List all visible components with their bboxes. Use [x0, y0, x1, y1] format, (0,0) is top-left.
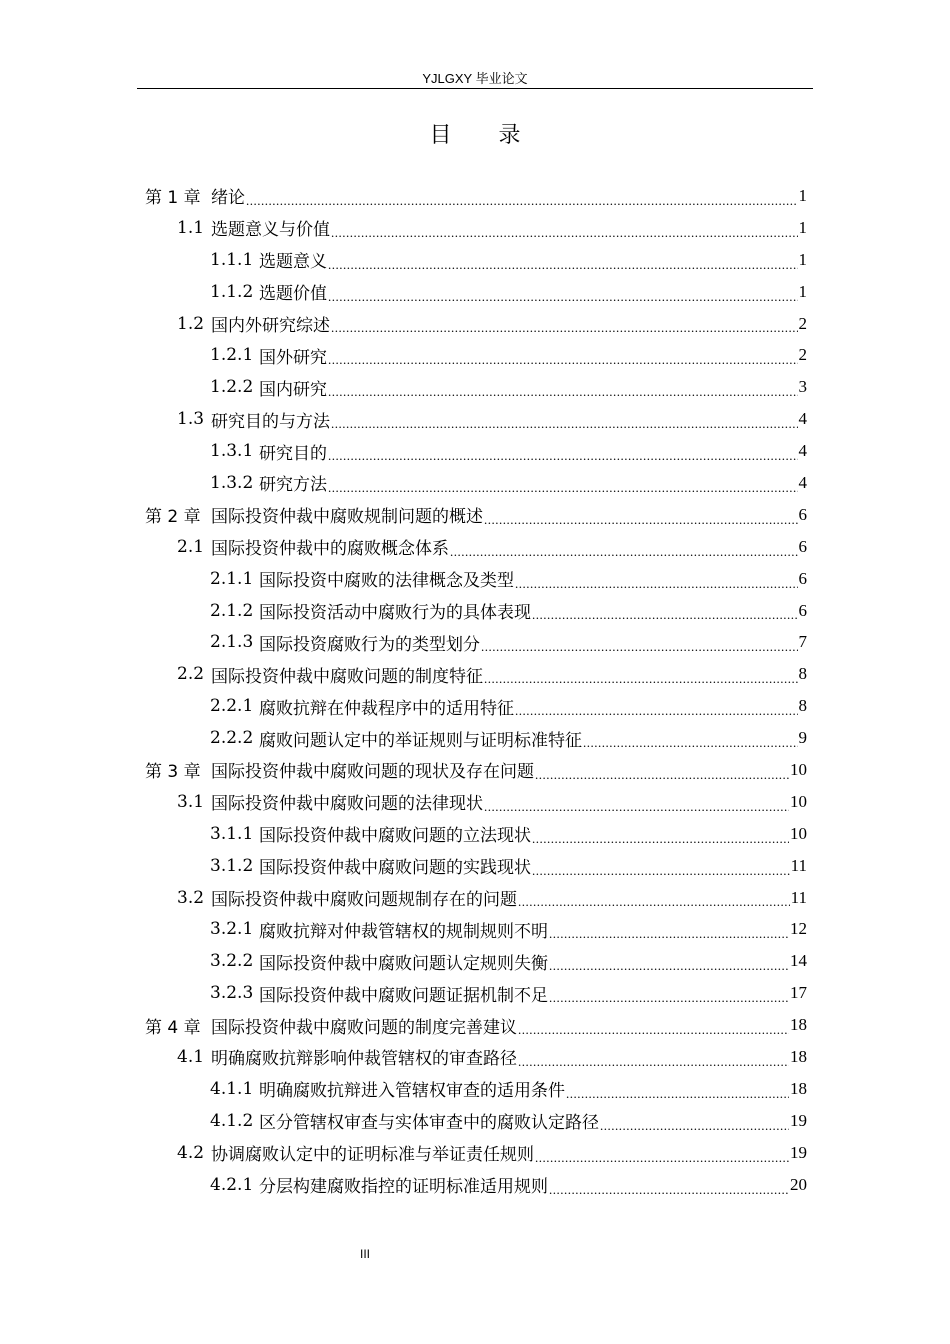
toc-entry[interactable]	[145, 180, 807, 212]
toc-entry-title: 国际投资仲裁中腐败问题的制度特征	[211, 666, 483, 687]
toc-dot-leader	[328, 351, 798, 371]
toc-entry-title: 国外研究	[259, 347, 327, 368]
toc-entry-page: 12	[790, 919, 807, 939]
header-divider	[137, 88, 813, 89]
toc-entry-number: 1.1.2	[210, 281, 254, 302]
toc-entry-title: 腐败抗辩对仲裁管辖权的规制规则不明	[259, 921, 548, 942]
toc-dot-leader	[484, 511, 798, 531]
toc-entry[interactable]	[145, 690, 807, 722]
toc-entry-page: 4	[798, 441, 807, 461]
toc-dot-leader	[549, 925, 789, 945]
toc-entry-page: 4	[798, 409, 807, 429]
toc-entry-number: 3.1	[177, 791, 205, 812]
toc-entry-title: 协调腐败认定中的证明标准与举证责任规则	[211, 1145, 534, 1166]
toc-entry-number: 1.1.1	[210, 249, 254, 270]
toc-entry-title: 国际投资腐败行为的类型划分	[259, 634, 480, 655]
toc-entry-title: 国际投资仲裁中腐败问题的实践现状	[259, 858, 531, 879]
toc-entry-title: 区分管辖权审查与实体审查中的腐败认定路径	[259, 1113, 599, 1134]
toc-entry-number: 第 2 章	[145, 507, 201, 528]
toc-entry-title: 选题价值	[259, 284, 327, 305]
toc-entry-number: 3.1.1	[210, 823, 254, 844]
toc-entry-title: 绪论	[211, 188, 245, 209]
toc-entry-number: 第 1 章	[145, 188, 201, 209]
toc-entry-page: 11	[790, 855, 807, 875]
toc-entry-title: 选题意义	[259, 252, 327, 273]
toc-entry-page: 4	[798, 472, 807, 492]
toc-entry-number: 4.1.2	[210, 1110, 254, 1131]
toc-entry-number: 第 3 章	[145, 762, 201, 783]
toc-entry-page: 19	[790, 1142, 807, 1162]
toc-entry[interactable]	[145, 722, 807, 754]
toc-entry-title: 研究目的	[259, 443, 327, 464]
toc-dot-leader	[535, 1149, 789, 1169]
toc-entry-number: 4.2.1	[210, 1174, 254, 1195]
toc-entry[interactable]	[145, 371, 807, 403]
toc-entry-page: 6	[798, 536, 807, 556]
toc-entry-number: 1.3.1	[210, 441, 254, 462]
toc-entry-number: 1.1	[177, 217, 205, 238]
toc-entry-number: 3.2.2	[210, 951, 254, 972]
toc-entry-number: 2.1.2	[210, 600, 254, 621]
toc-entry-page: 1	[798, 249, 807, 269]
toc-entry-page: 2	[798, 313, 807, 333]
toc-dot-leader	[328, 288, 798, 308]
toc-entry-title: 国际投资仲裁中腐败规制问题的概述	[211, 507, 483, 528]
toc-dot-leader	[518, 893, 790, 913]
toc-entry-number: 2.1.1	[210, 568, 254, 589]
toc-dot-leader	[532, 830, 789, 850]
toc-entry-title: 国际投资仲裁中的腐败概念体系	[211, 539, 449, 560]
toc-entry[interactable]	[145, 882, 807, 914]
toc-dot-leader	[450, 543, 798, 563]
toc-entry[interactable]	[145, 435, 807, 467]
toc-dot-leader	[246, 192, 798, 212]
toc-entry-number: 2.2.1	[210, 696, 254, 717]
toc-entry-page: 19	[790, 1110, 807, 1130]
toc-entry[interactable]	[145, 212, 807, 244]
toc-entry-page: 1	[798, 185, 807, 205]
toc-entry[interactable]	[145, 339, 807, 371]
toc-entry-page: 6	[798, 568, 807, 588]
toc-dot-leader	[566, 1085, 789, 1105]
toc-entry-page: 1	[798, 281, 807, 301]
toc-entry-number: 1.2.2	[210, 377, 254, 398]
toc-dot-leader	[328, 383, 798, 403]
toc-dot-leader	[532, 862, 790, 882]
toc-entry[interactable]	[145, 1073, 807, 1105]
toc-entry[interactable]	[145, 754, 807, 786]
toc-entry-title: 国内研究	[259, 379, 327, 400]
toc-entry-page: 18	[790, 1078, 807, 1098]
toc-dot-leader	[515, 702, 798, 722]
toc-entry-number: 4.1	[177, 1046, 205, 1067]
toc-entry-page: 10	[790, 791, 807, 811]
toc-entry-number: 1.2.1	[210, 345, 254, 366]
toc-entry-title: 研究目的与方法	[211, 411, 330, 432]
toc-dot-leader	[549, 1181, 789, 1201]
toc-dot-leader	[484, 670, 798, 690]
toc-entry-page: 8	[798, 664, 807, 684]
toc-entry-number: 2.2.2	[210, 728, 254, 749]
toc-entry-page: 14	[790, 951, 807, 971]
toc-entry-page: 9	[798, 728, 807, 748]
page-number: III	[359, 1247, 370, 1261]
toc-dot-leader	[481, 638, 798, 658]
toc-dot-leader	[331, 319, 798, 339]
toc-dot-leader	[549, 989, 789, 1009]
page-header: YJLGXY 毕业论文	[422, 71, 528, 86]
toc-entry-title: 国内外研究综述	[211, 316, 330, 336]
toc-entry[interactable]	[145, 595, 807, 627]
toc-entry-page: 10	[790, 823, 807, 843]
toc-entry-page: 18	[790, 1015, 807, 1035]
toc-dot-leader	[518, 1021, 789, 1041]
toc-entry-title: 国际投资仲裁中腐败问题的制度完善建议	[211, 1017, 517, 1038]
toc-entry-page: 1	[798, 217, 807, 237]
toc-entry-title: 国际投资中腐败的法律概念及类型	[259, 571, 514, 592]
toc-entry[interactable]	[145, 818, 807, 850]
toc-entry-number: 4.1.1	[210, 1078, 254, 1099]
toc-dot-leader	[600, 1117, 789, 1137]
toc-entry-number: 3.2.3	[210, 983, 254, 1004]
toc-entry-title: 明确腐败抗辩进入管辖权审查的适用条件	[259, 1081, 565, 1102]
toc-entry[interactable]	[145, 276, 807, 308]
toc-entry[interactable]	[145, 786, 807, 818]
toc-entry-number: 2.2	[177, 664, 205, 685]
toc-entry-page: 18	[790, 1046, 807, 1066]
toc-entry-number: 1.3	[177, 409, 205, 430]
toc-entry-page: 11	[790, 887, 807, 907]
toc-entry-number: 3.2.1	[210, 919, 254, 940]
toc-entry[interactable]	[145, 499, 807, 531]
toc-entry-title: 国际投资活动中腐败行为的具体表现	[259, 603, 531, 624]
toc-entry-title: 国际投资仲裁中腐败问题的现状及存在问题	[211, 762, 534, 783]
toc-entry[interactable]	[145, 308, 807, 340]
toc-entry[interactable]	[145, 563, 807, 595]
toc-entry-title: 选题意义与价值	[211, 220, 330, 241]
toc-dot-leader	[331, 224, 798, 244]
toc-entry-title: 分层构建腐败指控的证明标准适用规则	[259, 1177, 548, 1198]
toc-entry-page: 3	[798, 377, 807, 397]
toc-entry[interactable]	[145, 913, 807, 945]
toc-entry-page: 20	[790, 1174, 807, 1194]
toc-entry[interactable]	[145, 658, 807, 690]
toc-entry[interactable]	[145, 945, 807, 977]
toc-entry-title: 国际投资仲裁中腐败问题的立法现状	[259, 826, 531, 847]
toc-entry-title: 明确腐败抗辩影响仲裁管辖权的审查路径	[211, 1049, 517, 1070]
toc-entry[interactable]	[145, 403, 807, 435]
toc-entry[interactable]	[145, 626, 807, 658]
toc-entry[interactable]	[145, 1137, 807, 1169]
toc-entry-title: 国际投资仲裁中腐败问题规制存在的问题	[211, 890, 517, 911]
toc-dot-leader	[328, 447, 798, 467]
toc-entry[interactable]	[145, 467, 807, 499]
toc-entry-page: 17	[790, 983, 807, 1003]
toc-dot-leader	[484, 798, 789, 818]
toc-entry-number: 4.2	[177, 1142, 205, 1163]
toc-dot-leader	[328, 479, 798, 499]
toc-entry-page: 10	[790, 759, 807, 779]
toc-entry-title: 腐败抗辩在仲裁程序中的适用特征	[259, 698, 514, 719]
toc-entry[interactable]	[145, 1105, 807, 1137]
toc-entry-title: 研究方法	[259, 475, 327, 496]
toc-entry[interactable]	[145, 1009, 807, 1041]
toc-entry[interactable]	[145, 244, 807, 276]
toc-entry-number: 2.1	[177, 536, 205, 557]
toc-entry-title: 国际投资仲裁中腐败问题认定规则失衡	[259, 953, 548, 974]
toc-entry-number: 1.2	[177, 313, 205, 334]
toc-entry-title: 腐败问题认定中的举证规则与证明标准特征	[259, 730, 582, 751]
toc-entry-number: 3.2	[177, 887, 205, 908]
toc-entry-title: 国际投资仲裁中腐败问题证据机制不足	[259, 985, 548, 1006]
toc-entry-number: 2.1.3	[210, 632, 254, 653]
toc-entry[interactable]	[145, 1169, 807, 1201]
toc-entry-page: 7	[798, 632, 807, 652]
toc-entry-page: 6	[798, 600, 807, 620]
toc-entry-page: 2	[798, 345, 807, 365]
toc-dot-leader	[532, 606, 798, 626]
toc-entry-number: 3.1.2	[210, 855, 254, 876]
toc-entry-page: 8	[798, 696, 807, 716]
toc-dot-leader	[515, 575, 798, 595]
toc-dot-leader	[331, 415, 798, 435]
toc-entry-number: 1.3.2	[210, 472, 254, 493]
toc-entry-page: 6	[798, 504, 807, 524]
toc-entry[interactable]	[145, 531, 807, 563]
toc-entry-title: 国际投资仲裁中腐败问题的法律现状	[211, 794, 483, 815]
toc-dot-leader	[535, 766, 789, 786]
toc-entry-number: 第 4 章	[145, 1017, 201, 1038]
page-title: 目 录	[429, 123, 541, 148]
toc-dot-leader	[328, 256, 798, 276]
toc-entry[interactable]	[145, 1041, 807, 1073]
table-of-contents	[145, 180, 807, 1201]
toc-entry[interactable]	[145, 977, 807, 1009]
toc-dot-leader	[518, 1053, 789, 1073]
toc-dot-leader	[583, 734, 798, 754]
toc-entry[interactable]	[145, 850, 807, 882]
toc-dot-leader	[549, 957, 789, 977]
